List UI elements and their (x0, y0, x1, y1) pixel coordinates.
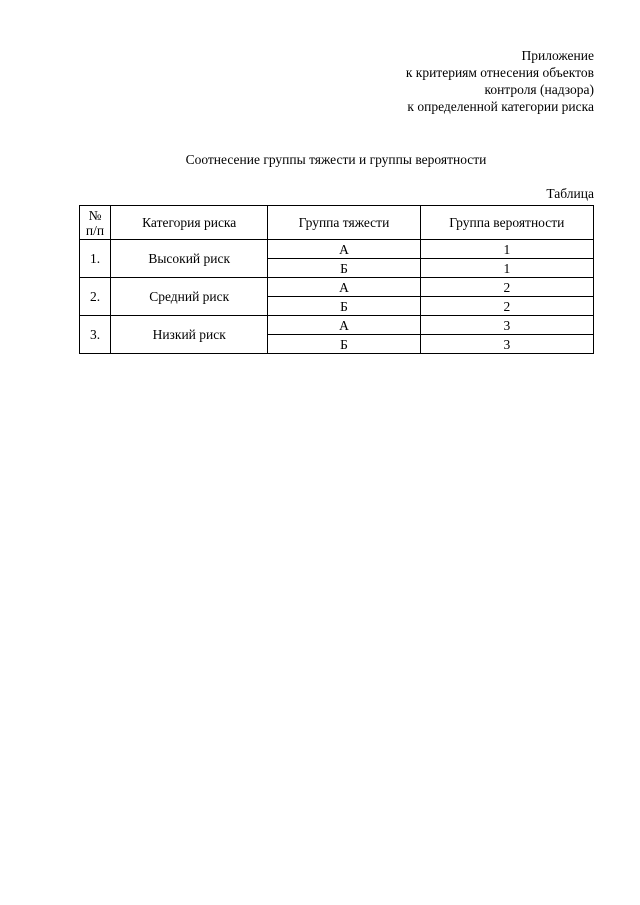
row-probability: 2 (420, 297, 593, 316)
row-probability: 1 (420, 240, 593, 259)
header-probability: Группа вероятности (420, 206, 593, 240)
row-severity: Б (268, 259, 420, 278)
header-number (80, 206, 111, 240)
header-category: Категория риска (111, 206, 268, 240)
row-severity: А (268, 278, 420, 297)
appendix-line: Приложение (521, 48, 594, 63)
header-severity: Группа тяжести (268, 206, 420, 240)
row-number: 2. (80, 278, 111, 316)
appendix-line: контроля (надзора) (484, 82, 594, 97)
row-number: 1. (80, 240, 111, 278)
appendix-note (406, 47, 594, 115)
appendix-line: к определенной категории риска (407, 99, 594, 114)
row-probability: 3 (420, 335, 593, 354)
row-category: Средний риск (111, 278, 268, 316)
table-row (80, 240, 594, 259)
row-category: Низкий риск (111, 316, 268, 354)
table-header-row (80, 206, 594, 240)
table-caption: Таблица (546, 186, 594, 201)
appendix-line: к критериям отнесения объектов (405, 65, 594, 80)
row-probability: 3 (420, 316, 593, 335)
row-category: Высокий риск (111, 240, 268, 278)
table-row (80, 278, 594, 297)
table-row (80, 316, 594, 335)
row-probability: 2 (420, 278, 593, 297)
header-number-line2: п/п (85, 222, 105, 238)
row-severity: А (268, 316, 420, 335)
document-title: Соотнесение группы тяжести и группы вероятности (185, 152, 487, 167)
row-severity: Б (268, 335, 420, 354)
row-probability: 1 (420, 259, 593, 278)
header-number-line1: № (88, 207, 102, 223)
row-severity: А (268, 240, 420, 259)
row-severity: Б (268, 297, 420, 316)
risk-table (79, 205, 594, 354)
row-number: 3. (80, 316, 111, 354)
